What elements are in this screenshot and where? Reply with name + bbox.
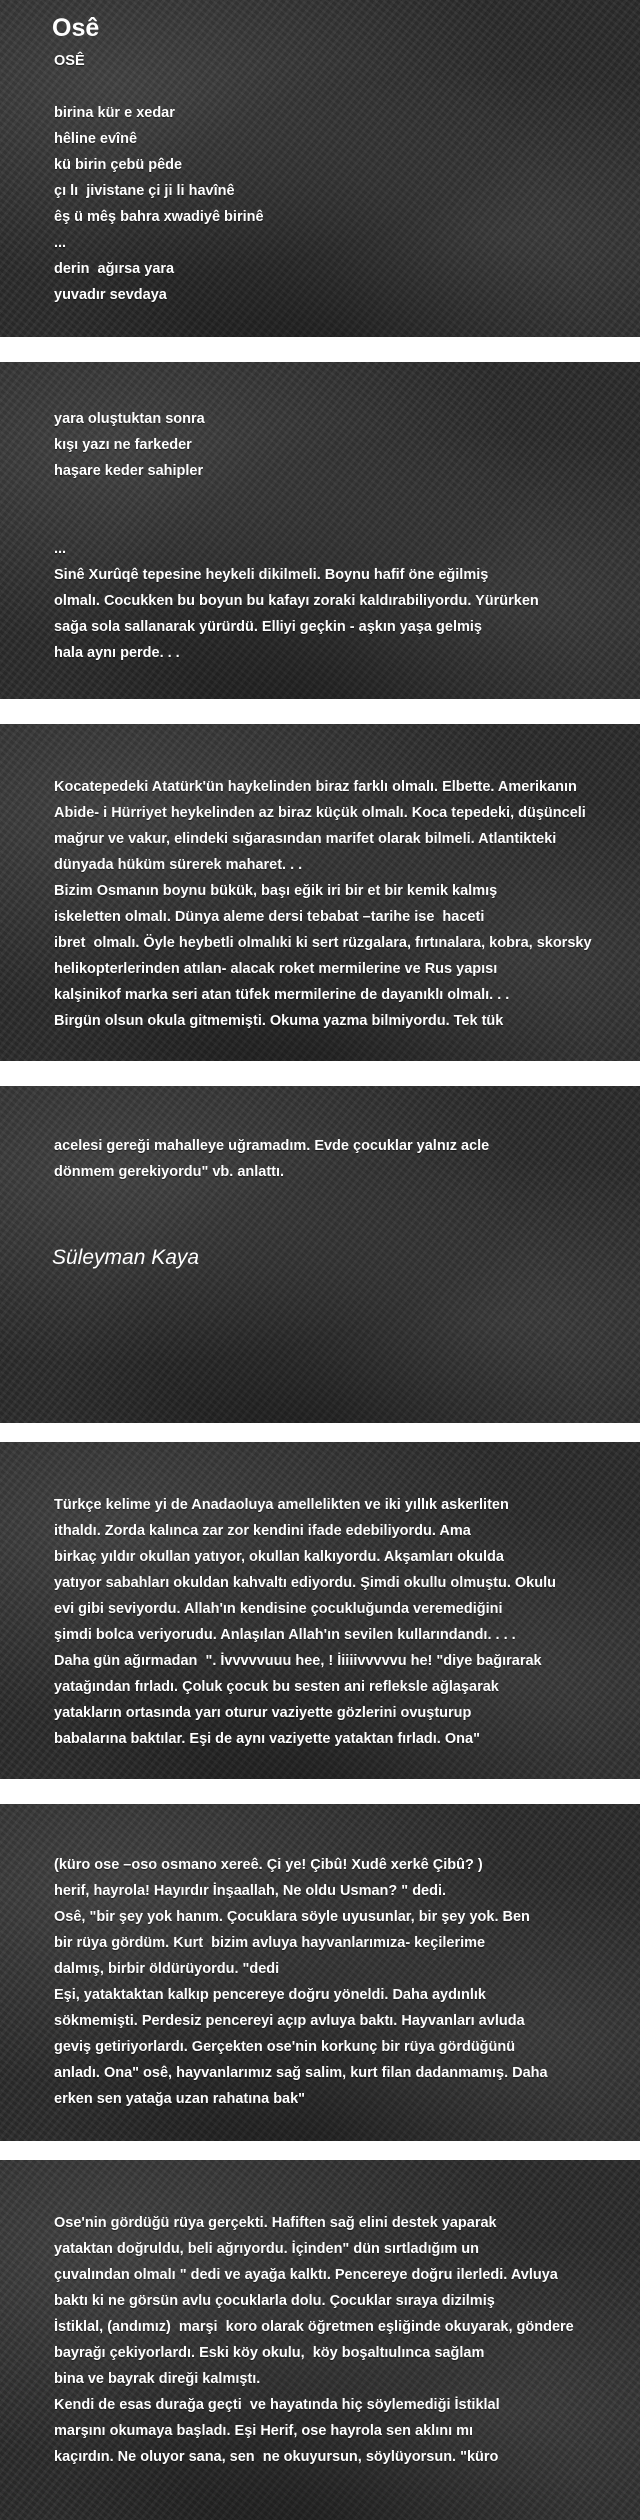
poem-section-1 xyxy=(0,0,640,337)
poem-section-7 xyxy=(0,2160,640,2520)
poem-text-block: Türkçe kelime yi de Anadaoluya amellelikten ve iki yıllık askerliten ithaldı. Zorda kalınca zar zor kendini ifade edebiliyordu. Ama birkaç yıldır okullan yatıyor, okullan kalkıyordu. Akşamları okulda yatıyor sabahları okuldan kahvaltı ediyordu. Şimdi okullu olmuştu. Okulu evi gibi seviyordu. Allah'ın kendisine çocukluğunda veremediğini şimdi bolca veriyorudu. Anlaşılan Allah'ın sevilen kullarındandı. . . . Daha gün ağırmadan ". İvvvvvuuu hee, ! İiiiivvvvvu he! "diye bağırarak yatağından fırladı. Çoluk çocuk bu sesten ani refleksle ağlaşarak yatakların ortasında yarı oturur vaziyette gözlerini ovuşturup babalarına baktılar. Eşi de aynı vaziyette yataktan fırladı. Ona" xyxy=(54,1497,556,1747)
poem-text-block: acelesi gereği mahalleye uğramadım. Evde çocuklar yalnız acle dönmem gerekiyordu" vb. anlattı. xyxy=(54,1138,490,1180)
poem-section-3 xyxy=(0,724,640,1061)
poem-section-4 xyxy=(0,1086,640,1423)
poem-text-block: OSÊ birina kür e xedar hêline evînê kü birin çebü pêde çı lı jivistane çi ji li havînê êş ü mêş bahra xwadiyê birinê ... derin ağırsa yara yuvadır sevdaya xyxy=(54,53,264,303)
poem-text-block: Kocatepedeki Atatürk'ün haykelinden biraz farklı olmalı. Elbette. Amerikanın Abide- i Hürriyet heykelinden az biraz küçük olmalı. Koca tepedeki, düşünceli mağrur ve vakur, elindeki sığarasından marifet olarak bilmeli. Atlantikteki dünyada hüküm sürerek maharet. . . Bizim Osmanın boynu bükük, başı eğik iri bir et bir kemik kalmış iskeletten olmalı. Dünya aleme dersi tebabat –tarihe ise haceti ibret olmalı. Öyle heybetli olmalıki ki sert rüzgalara, fırtınalara, kobra, skorsky helikopterlerinden atılan- alacak roket mermilerine ve Rus yapısı kalşinikof marka seri atan tüfek mermilerine de dayanıklı olmalı. . . Birgün olsun okula gitmemişti. Okuma yazma bilmiyordu. Tek tük xyxy=(54,779,592,1029)
poem-author: Süleyman Kaya xyxy=(52,1246,200,1269)
poem-section-6 xyxy=(0,1804,640,2141)
poem-text-block: (küro ose –oso osmano xereê. Çi ye! Çibû! Xudê xerkê Çibû? ) herif, hayrola! Hayırdır İnşaallah, Ne oldu Usman? " dedi. Osê, "bir şey yok hanım. Çocuklara söyle uyusunlar, bir şey yok. Ben bir rüya gördüm. Kurt bizim avluya hayvanlarımıza- keçilerime dalmış, birbir öldürüyordu. "dedi Eşi, yataktaktan kalkıp pencereye doğru yöneldi. Daha aydınlık sökmemişti. Perdesiz pencereyi açıp avluya baktı. Hayvanları avluda geviş getiriyorlardı. Gerçekten ose'nin korkunç bir rüya gördüğünü anladı. Ona" osê, hayvanlarımız sağ salim, kurt filan dadanmamış. Daha erken sen yatağa uzan rahatına bak" xyxy=(54,1857,548,2107)
poem-text-block: yara oluştuktan sonra kışı yazı ne farkeder haşare keder sahipler ... Sinê Xurûqê tepesine heykeli dikilmeli. Boynu hafif öne eğilmiş olmalı. Cocukken bu boyun bu kafayı zoraki kaldırabiliyordu. Yürürken sağa sola sallanarak yürürdü. Elliyi geçkin - aşkın yaşa gelmiş hala aynı perde. . . xyxy=(54,411,539,661)
poem-title: Osê xyxy=(52,14,100,42)
poem-section-2 xyxy=(0,362,640,699)
poem-text-block: Ose'nin gördüğü rüya gerçekti. Hafiften sağ elini destek yaparak yataktan doğruldu, beli ağrıyordu. İçinden" dün sırtladığım un çuvalından olmalı " dedi ve ayağa kalktı. Pencereye doğru ilerledi. Avluya baktı ki ne görsün avlu çocuklarla dolu. Çocuklar sıraya dizilmiş İstiklal, (andımız) marşi koro olarak öğretmen eşliğinde okuyarak, göndere bayrağı çekiyorlardı. Eski köy okulu, köy boşaltıulınca sağlam bina ve bayrak direği kalmıştı. Kendi de esas durağa geçti ve hayatında hiç söylemediği İstiklal marşını okumaya başladı. Eşi Herif, ose hayrola sen aklını mı kaçırdın. Ne oluyor sana, sen ne okuyursun, söylüyorsun. "küro xyxy=(54,2215,574,2465)
poem-section-5 xyxy=(0,1442,640,1779)
